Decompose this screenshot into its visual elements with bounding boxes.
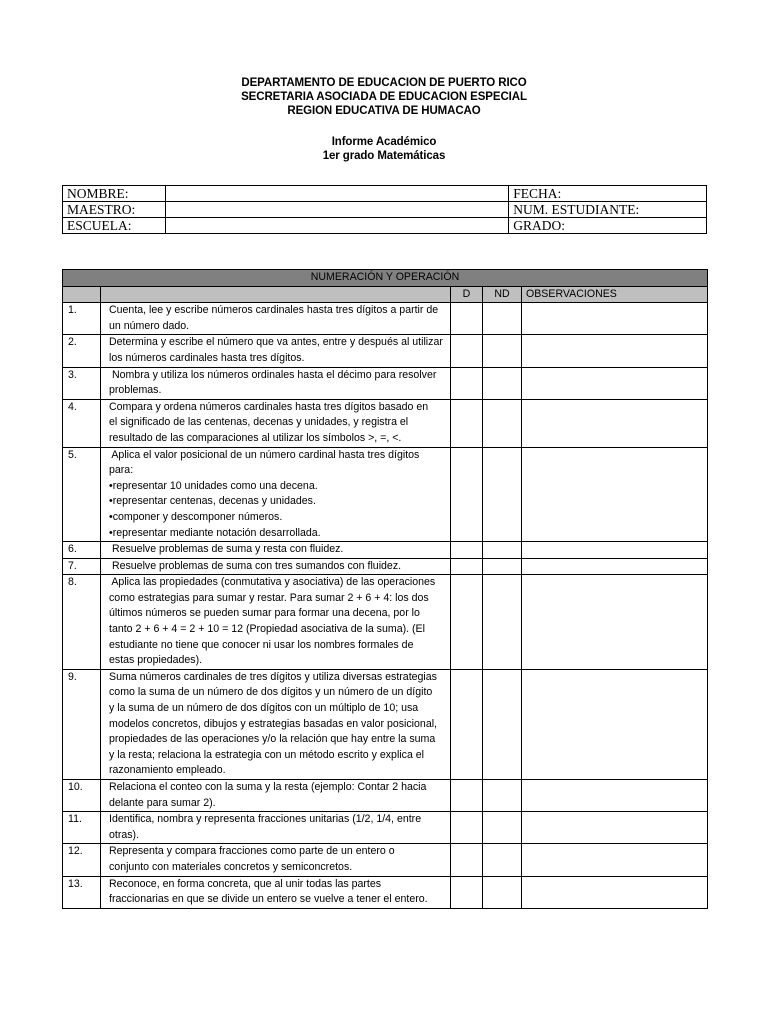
observaciones-cell[interactable] [522, 542, 708, 559]
secretariat-title: SECRETARIA ASOCIADA DE EDUCACION ESPECIAL [241, 91, 527, 103]
criteria-line: •representar centenas, decenas y unidades. [109, 495, 316, 508]
criteria-description [101, 780, 451, 812]
criteria-row [63, 780, 708, 812]
nd-cell[interactable] [483, 399, 522, 447]
criteria-line: Compara y ordena números cardinales hasta tres dígitos basado en [109, 400, 429, 413]
criteria-line: propiedades de las operaciones y/o la relación que hay entre la suma [109, 733, 436, 746]
num-estudiante-label: NUM. ESTUDIANTE: [509, 202, 707, 218]
nd-cell[interactable] [483, 303, 522, 335]
criteria-description [101, 447, 451, 542]
section-header-row [63, 270, 708, 287]
info-row [63, 202, 707, 218]
criteria-row [63, 844, 708, 876]
criteria-body [63, 303, 708, 909]
nd-cell[interactable] [483, 669, 522, 779]
criteria-row [63, 303, 708, 335]
report-subtitle: 1er grado Matemáticas [322, 150, 446, 162]
nombre-field[interactable] [165, 186, 508, 202]
observaciones-cell[interactable] [522, 447, 708, 542]
d-cell[interactable] [451, 844, 483, 876]
criteria-line: estudiante no tiene que conocer ni usar los nombres formales de [109, 638, 414, 651]
criteria-row [63, 335, 708, 367]
criteria-number: 6. [63, 542, 101, 559]
nd-cell[interactable] [483, 335, 522, 367]
criteria-line: el significado de las centenas, decenas y unidades, y registra el [109, 416, 409, 429]
criteria-line: Nombra y utiliza los números ordinales hasta el décimo para resolver [109, 368, 437, 381]
criteria-number: 5. [63, 447, 101, 542]
criteria-description [101, 669, 451, 779]
criteria-line: •representar mediante notación desarrollada. [109, 526, 321, 539]
criteria-description [101, 542, 451, 559]
criteria-row [63, 575, 708, 670]
observaciones-cell[interactable] [522, 669, 708, 779]
criteria-line: resultado de las comparaciones al utilizar los símbolos >, =, <. [109, 431, 402, 444]
criteria-line: Aplica las propiedades (conmutativa y asociativa) de las operaciones [109, 576, 436, 589]
criteria-description [101, 367, 451, 399]
criteria-line: y la suma de un número de dos dígitos con un múltiplo de 10; usa [109, 702, 419, 715]
criteria-number: 13. [63, 876, 101, 908]
criteria-number: 3. [63, 367, 101, 399]
criteria-line: estas propiedades). [109, 654, 203, 667]
criteria-line: Aplica el valor posicional de un número cardinal hasta tres dígitos [109, 448, 420, 461]
d-cell[interactable] [451, 669, 483, 779]
criteria-line: delante para sumar 2). [109, 796, 216, 809]
criteria-line: Suma números cardinales de tres dígitos y utiliza diversas estrategias [109, 670, 437, 683]
grado-label: GRADO: [509, 218, 707, 234]
criteria-line: un número dado. [109, 319, 190, 332]
criteria-line: últimos números se pueden sumar para formar una decena, por lo [109, 607, 420, 620]
criteria-line: conjunto con materiales concretos y semiconcretos. [109, 860, 353, 873]
d-cell[interactable] [451, 812, 483, 844]
nd-cell[interactable] [483, 812, 522, 844]
criteria-line: Reconoce, en forma concreta, que al unir todas las partes [109, 877, 382, 890]
criteria-row [63, 542, 708, 559]
criteria-description [101, 399, 451, 447]
criteria-description [101, 558, 451, 575]
criteria-line: tanto 2 + 6 + 4 = 2 + 10 = 12 (Propiedad asociativa de la suma). (El [109, 623, 425, 636]
fecha-label: FECHA: [509, 186, 707, 202]
col-observaciones-header: OBSERVACIONES [522, 286, 708, 303]
d-cell[interactable] [451, 447, 483, 542]
info-row [63, 186, 707, 202]
maestro-field[interactable] [165, 202, 508, 218]
d-cell[interactable] [451, 558, 483, 575]
criteria-row [63, 669, 708, 779]
observaciones-cell[interactable] [522, 780, 708, 812]
student-info-table [62, 185, 707, 234]
criteria-row [63, 399, 708, 447]
d-cell[interactable] [451, 542, 483, 559]
department-title: DEPARTAMENTO DE EDUCACION DE PUERTO RICO [241, 77, 527, 89]
document-header [0, 76, 768, 163]
criteria-line: Identifica, nombra y representa fracciones unitarias (1/2, 1/4, entre [109, 813, 422, 826]
d-cell[interactable] [451, 876, 483, 908]
criteria-description [101, 876, 451, 908]
observaciones-cell[interactable] [522, 575, 708, 670]
criteria-line: como la suma de un número de dos dígitos y un número de un dígito [109, 686, 433, 699]
criteria-description [101, 575, 451, 670]
section-title: NUMERACIÓN Y OPERACIÓN [63, 270, 708, 287]
criteria-number: 4. [63, 399, 101, 447]
criteria-number: 10. [63, 780, 101, 812]
observaciones-cell[interactable] [522, 876, 708, 908]
criteria-line: Resuelve problemas de suma con tres sumandos con fluidez. [109, 559, 402, 572]
observaciones-cell[interactable] [522, 812, 708, 844]
d-cell[interactable] [451, 367, 483, 399]
d-cell[interactable] [451, 303, 483, 335]
criteria-line: y la resta; relaciona la estrategia con un método escrito y explica el [109, 748, 425, 761]
maestro-label: MAESTRO: [63, 202, 166, 218]
criteria-line: •componer y descomponer números. [109, 510, 283, 523]
criteria-number: 9. [63, 669, 101, 779]
criteria-row [63, 447, 708, 542]
col-d-header: D [451, 286, 483, 303]
criteria-line: Relaciona el conteo con la suma y la resta (ejemplo: Contar 2 hacia [109, 781, 427, 793]
d-cell[interactable] [451, 575, 483, 670]
criteria-number: 12. [63, 844, 101, 876]
criteria-table [62, 269, 708, 909]
criteria-row [63, 812, 708, 844]
nd-cell[interactable] [483, 876, 522, 908]
observaciones-cell[interactable] [522, 335, 708, 367]
criteria-row [63, 367, 708, 399]
observaciones-cell[interactable] [522, 399, 708, 447]
criteria-line: modelos concretos, dibujos y estrategias basadas en valor posicional, [109, 717, 438, 730]
criteria-description [101, 335, 451, 367]
criteria-line: Resuelve problemas de suma y resta con fluidez. [109, 543, 344, 556]
d-cell[interactable] [451, 399, 483, 447]
criteria-line: problemas. [109, 384, 162, 397]
report-title: Informe Académico [331, 136, 437, 148]
criteria-line: •representar 10 unidades como una decena. [109, 479, 318, 492]
criteria-number: 1. [63, 303, 101, 335]
criteria-description [101, 303, 451, 335]
d-cell[interactable] [451, 780, 483, 812]
escuela-field[interactable] [165, 218, 508, 234]
criteria-line: Representa y compara fracciones como parte de un entero o [109, 845, 395, 858]
criteria-number: 11. [63, 812, 101, 844]
criteria-number: 8. [63, 575, 101, 670]
nd-cell[interactable] [483, 367, 522, 399]
criteria-line: los números cardinales hasta tres dígitos. [109, 351, 305, 364]
criteria-description [101, 844, 451, 876]
criteria-line: Determina y escribe el número que va antes, entre y después al utilizar [109, 336, 443, 349]
column-header-row [63, 286, 708, 303]
criteria-number: 2. [63, 335, 101, 367]
nd-cell[interactable] [483, 844, 522, 876]
nd-cell[interactable] [483, 575, 522, 670]
nd-cell[interactable] [483, 447, 522, 542]
d-cell[interactable] [451, 335, 483, 367]
info-row [63, 218, 707, 234]
observaciones-cell[interactable] [522, 844, 708, 876]
nd-cell[interactable] [483, 780, 522, 812]
region-title: REGION EDUCATIVA DE HUMACAO [287, 105, 481, 117]
criteria-number: 7. [63, 558, 101, 575]
criteria-line: para: [109, 464, 134, 477]
criteria-line: fraccionarias en que se divide un entero se vuelve a tener el entero. [109, 893, 428, 906]
criteria-row [63, 876, 708, 908]
criteria-row [63, 558, 708, 575]
escuela-label: ESCUELA: [63, 218, 166, 234]
observaciones-cell[interactable] [522, 558, 708, 575]
observaciones-cell[interactable] [522, 303, 708, 335]
nombre-label: NOMBRE: [63, 186, 166, 202]
nd-cell[interactable] [483, 542, 522, 559]
col-nd-header: ND [483, 286, 522, 303]
criteria-line: Cuenta, lee y escribe números cardinales hasta tres dígitos a partir de [109, 304, 439, 317]
criteria-line: razonamiento empleado. [109, 764, 226, 777]
observaciones-cell[interactable] [522, 367, 708, 399]
criteria-description [101, 812, 451, 844]
criteria-line: otras). [109, 828, 140, 841]
nd-cell[interactable] [483, 558, 522, 575]
criteria-line: como estrategias para sumar y restar. Para sumar 2 + 6 + 4: los dos [109, 591, 429, 604]
